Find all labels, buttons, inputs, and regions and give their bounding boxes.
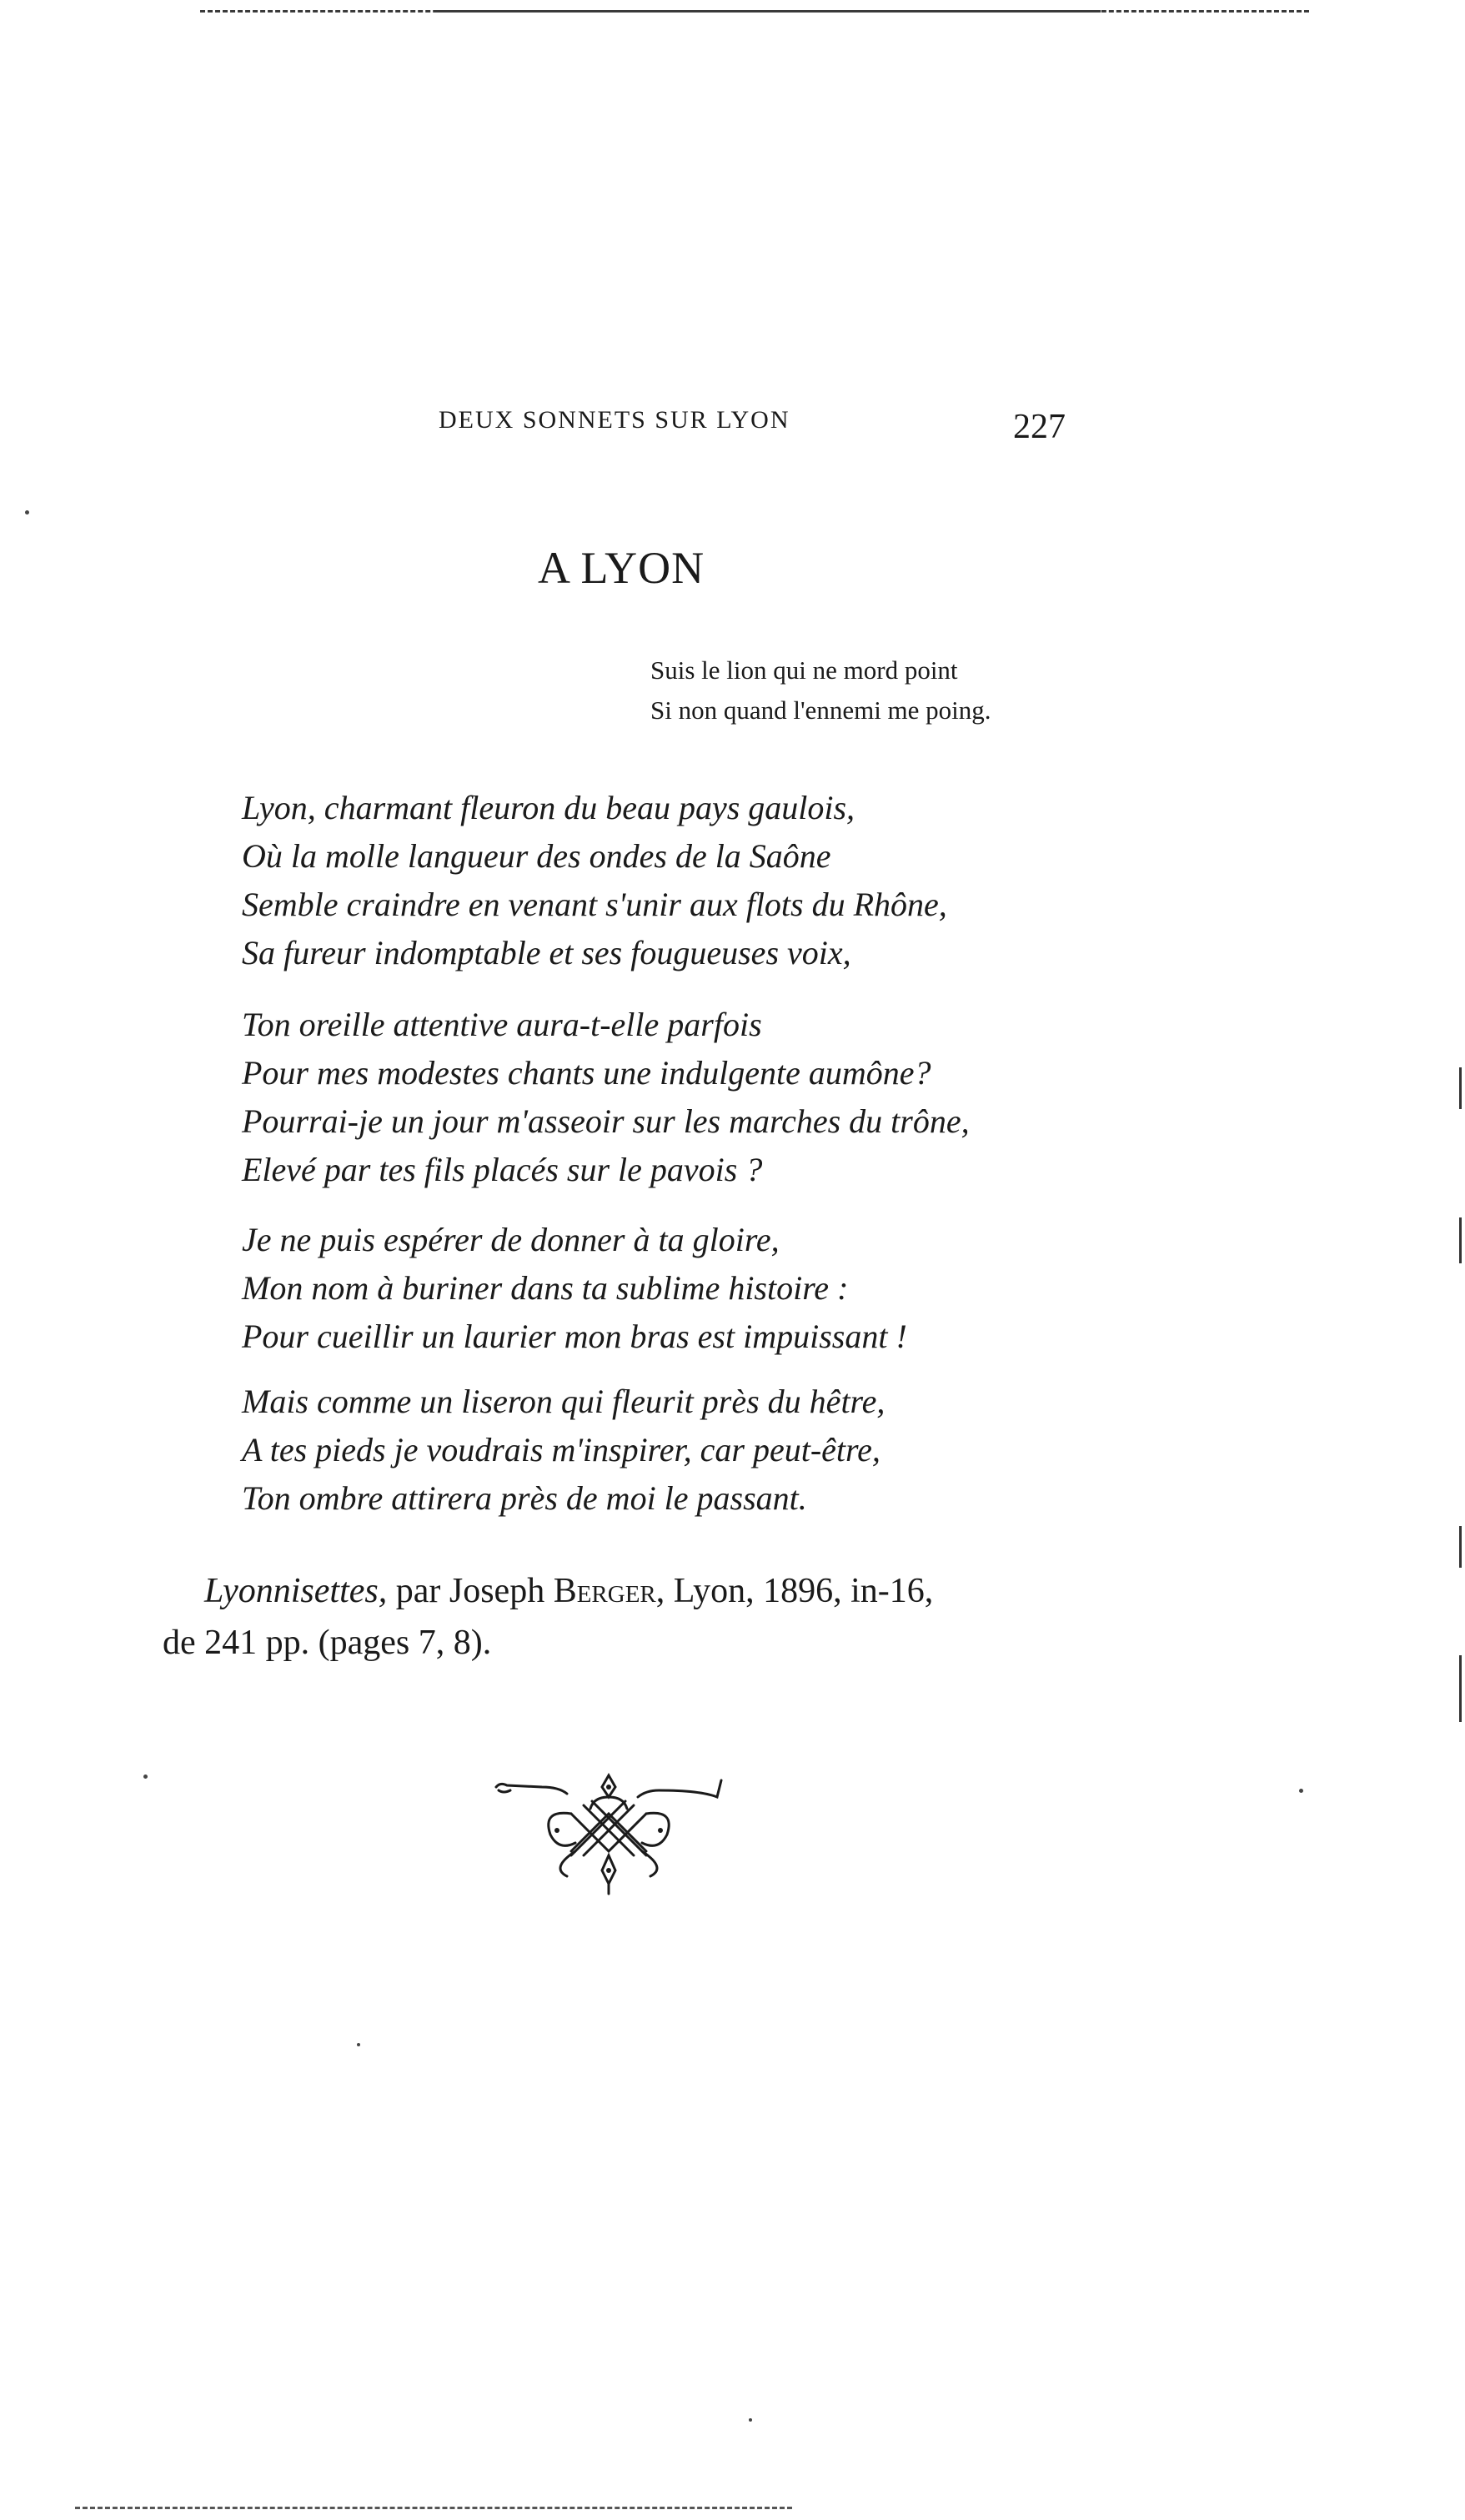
verse-line: Où la molle langueur des ondes de la Saône [242,837,831,875]
verse-line: Elevé par tes fils placés sur le pavois ? [242,1151,763,1188]
scan-edge-bottom [75,2507,792,2509]
epigraph-line: Suis le lion qui ne mord point [650,655,958,685]
verse-line: Pourrai-je un jour m'asseoir sur les marches du trône, [242,1102,970,1140]
running-head: DEUX SONNETS SUR LYON [439,406,790,434]
stanza-1 [242,784,947,977]
fleuron-ornament-icon [492,1772,725,1897]
verse-line: Pour mes modestes chants une indulgente aumône? [242,1054,931,1092]
source-citation [163,1565,933,1669]
scan-edge-mark [1459,1655,1462,1722]
verse-line: Ton ombre attirera près de moi le passant. [242,1479,807,1517]
scan-edge-top-solid [434,10,1101,13]
scan-edge-mark [1459,1526,1462,1568]
scan-speck [1299,1789,1303,1793]
poem-title: A LYON [538,543,705,593]
scan-speck [749,2418,752,2422]
epigraph [650,650,991,730]
stanza-2 [242,1001,970,1194]
citation-line-1 [163,1565,933,1617]
citation-line-2: de 241 pp. (pages 7, 8). [163,1624,492,1662]
scan-speck [25,510,29,515]
verse-line: Semble craindre en venant s'unir aux flots du Rhône, [242,886,947,923]
scan-speck [143,1775,148,1779]
stanza-3 [242,1216,907,1361]
verse-line: Je ne puis espérer de donner à ta gloire, [242,1221,780,1258]
citation-text: par Joseph [387,1572,554,1610]
stanza-4 [242,1378,885,1523]
verse-line: Pour cueillir un laurier mon bras est impuissant ! [242,1318,907,1355]
verse-line: Sa fureur indomptable et ses fougueuses voix, [242,934,851,971]
verse-line: A tes pieds je voudrais m'inspirer, car peut-être, [242,1431,881,1468]
verse-line: Mon nom à buriner dans ta sublime histoire : [242,1269,849,1307]
verse-line: Lyon, charmant fleuron du beau pays gaulois, [242,789,855,826]
epigraph-line: Si non quand l'ennemi me poing. [650,695,991,725]
scan-edge-mark [1459,1217,1462,1263]
citation-text: , Lyon, 1896, in-16, [655,1572,934,1610]
verse-line: Ton oreille attentive aura-t-elle parfois [242,1006,762,1043]
scan-edge-mark [1459,1067,1462,1109]
page-number: 227 [1013,408,1066,446]
verse-line: Mais comme un liseron qui fleurit près du hêtre, [242,1383,886,1420]
citation-author: Berger [553,1572,656,1610]
citation-work-title: Lyonnisettes, [204,1572,388,1610]
scan-speck [357,2043,360,2046]
